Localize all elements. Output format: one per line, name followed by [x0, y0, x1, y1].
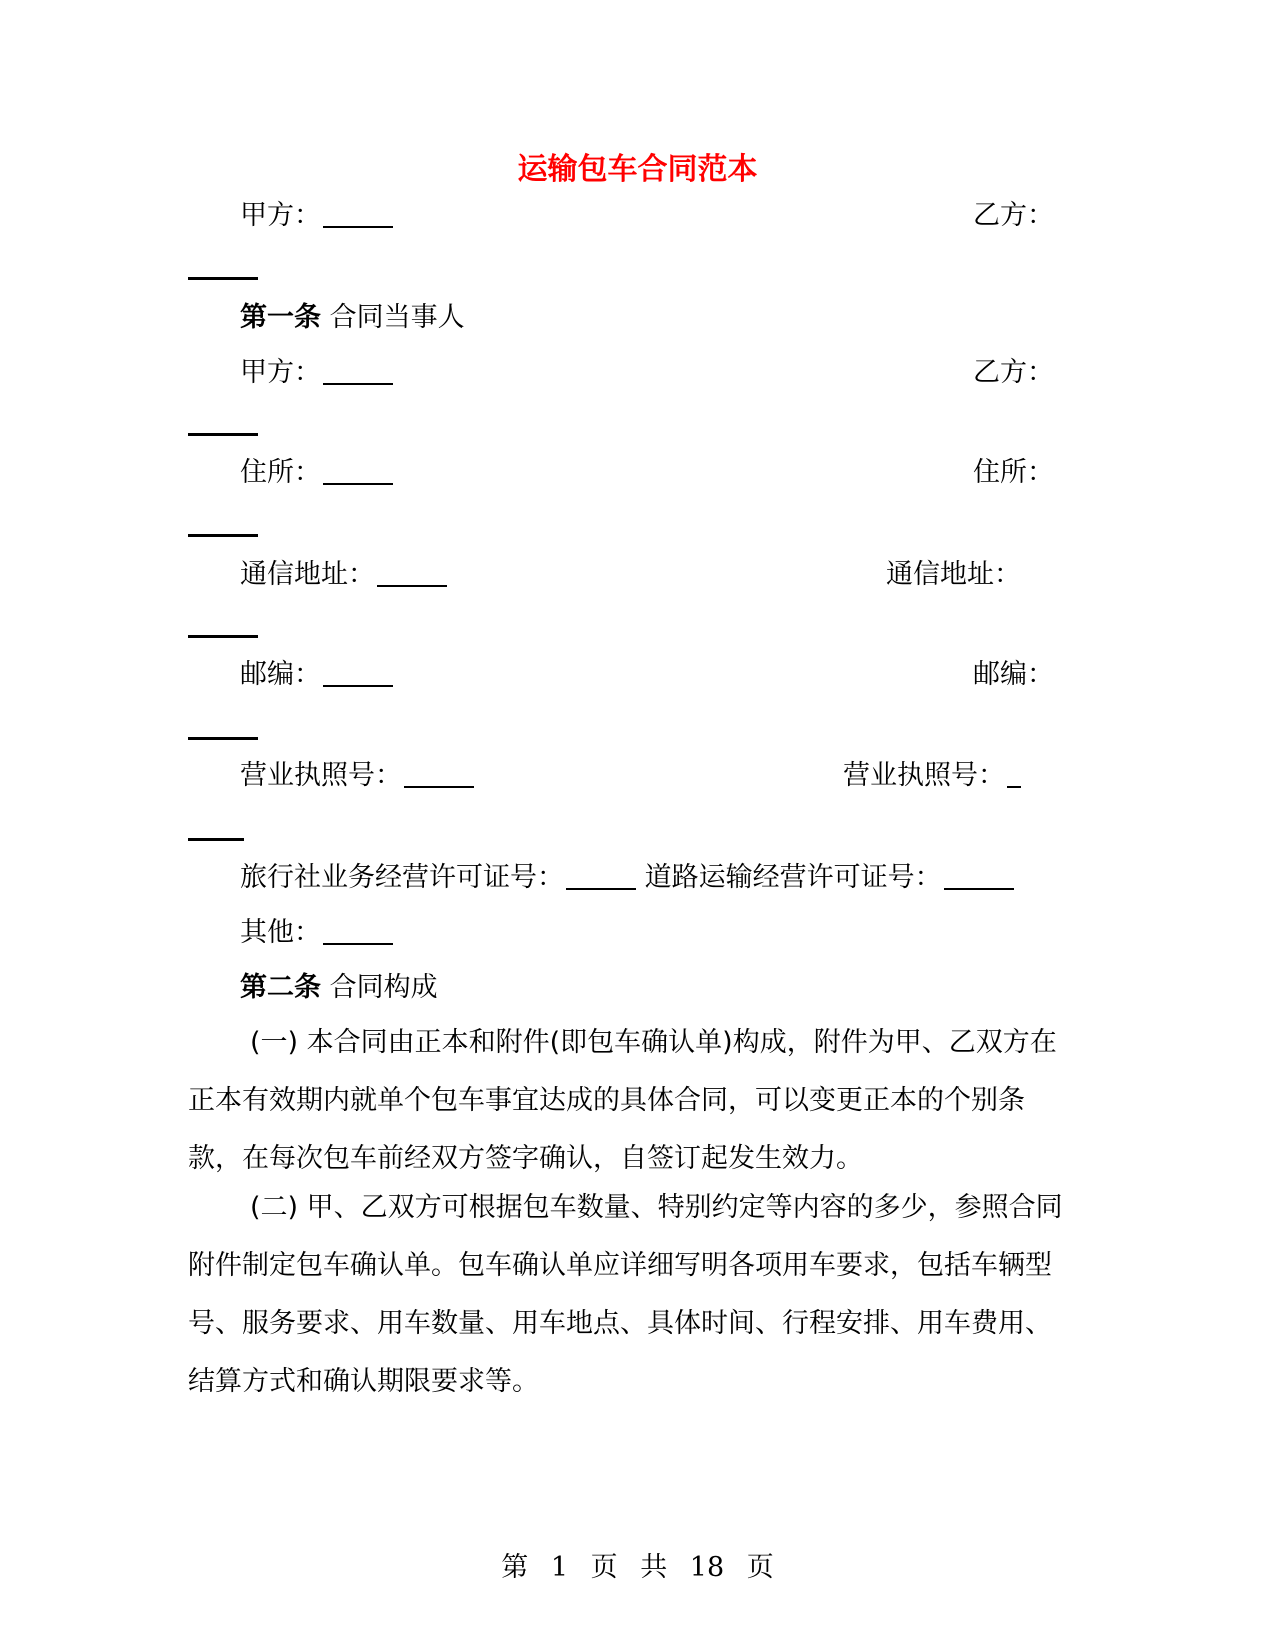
page-footer: 第 1 页 共 18 页 [501, 1552, 774, 1583]
party-a-field: 甲方： [240, 355, 393, 391]
blank-line [323, 483, 393, 485]
other-field: 其他： [240, 915, 393, 951]
blank-line [404, 786, 474, 788]
blank-line [188, 635, 258, 638]
license-a-field: 营业执照号： [240, 758, 474, 794]
blank-line [323, 685, 393, 687]
blank-line [188, 737, 258, 740]
party-b-field: 乙方： [973, 357, 1054, 388]
article2-heading: 第二条 合同构成 [240, 972, 438, 1003]
postcode-b-field: 邮编： [973, 659, 1054, 690]
address-a-field: 通信地址： [240, 557, 447, 593]
residence-a-field: 住所： [240, 455, 393, 491]
blank-line [188, 433, 258, 436]
header-party-a: 甲方： [240, 198, 393, 234]
permit-line: 旅行社业务经营许可证号： 道路运输经营许可证号： [240, 860, 1014, 896]
postcode-a-field: 邮编： [240, 657, 393, 693]
blank-line [188, 534, 258, 537]
blank-line [377, 585, 447, 587]
blank-line [323, 226, 393, 228]
article1-heading: 第一条 合同当事人 [240, 302, 465, 333]
residence-b-field: 住所： [973, 457, 1054, 488]
blank-line [1007, 786, 1021, 788]
blank-line [323, 943, 393, 945]
blank-line [188, 277, 258, 280]
article2-paragraph-2: (二) 甲、乙双方可根据包车数量、特别约定等内容的多少，参照合同附件制定包车确认单。包车确认单应详细写明各项用车要求，包括车辆型号、服务要求、用车数量、用车地点、具体时间、行程安排、用车费用、结算方式和确认期限要求等。 [188, 1192, 1063, 1397]
header-party-b: 乙方： [973, 200, 1054, 231]
blank-line [323, 383, 393, 385]
address-b-field: 通信地址： [886, 559, 1021, 590]
article2-paragraph-1: (一) 本合同由正本和附件(即包车确认单)构成，附件为甲、乙双方在正本有效期内就单个包车事宜达成的具体合同，可以变更正本的个别条款，在每次包车前经双方签字确认，自签订起发生效力。 [188, 1027, 1057, 1174]
blank-line [566, 888, 636, 890]
blank-line [188, 838, 244, 841]
document-title: 运输包车合同范本 [517, 152, 758, 187]
license-b-field: 营业执照号： [843, 758, 1021, 794]
blank-line [944, 888, 1014, 890]
